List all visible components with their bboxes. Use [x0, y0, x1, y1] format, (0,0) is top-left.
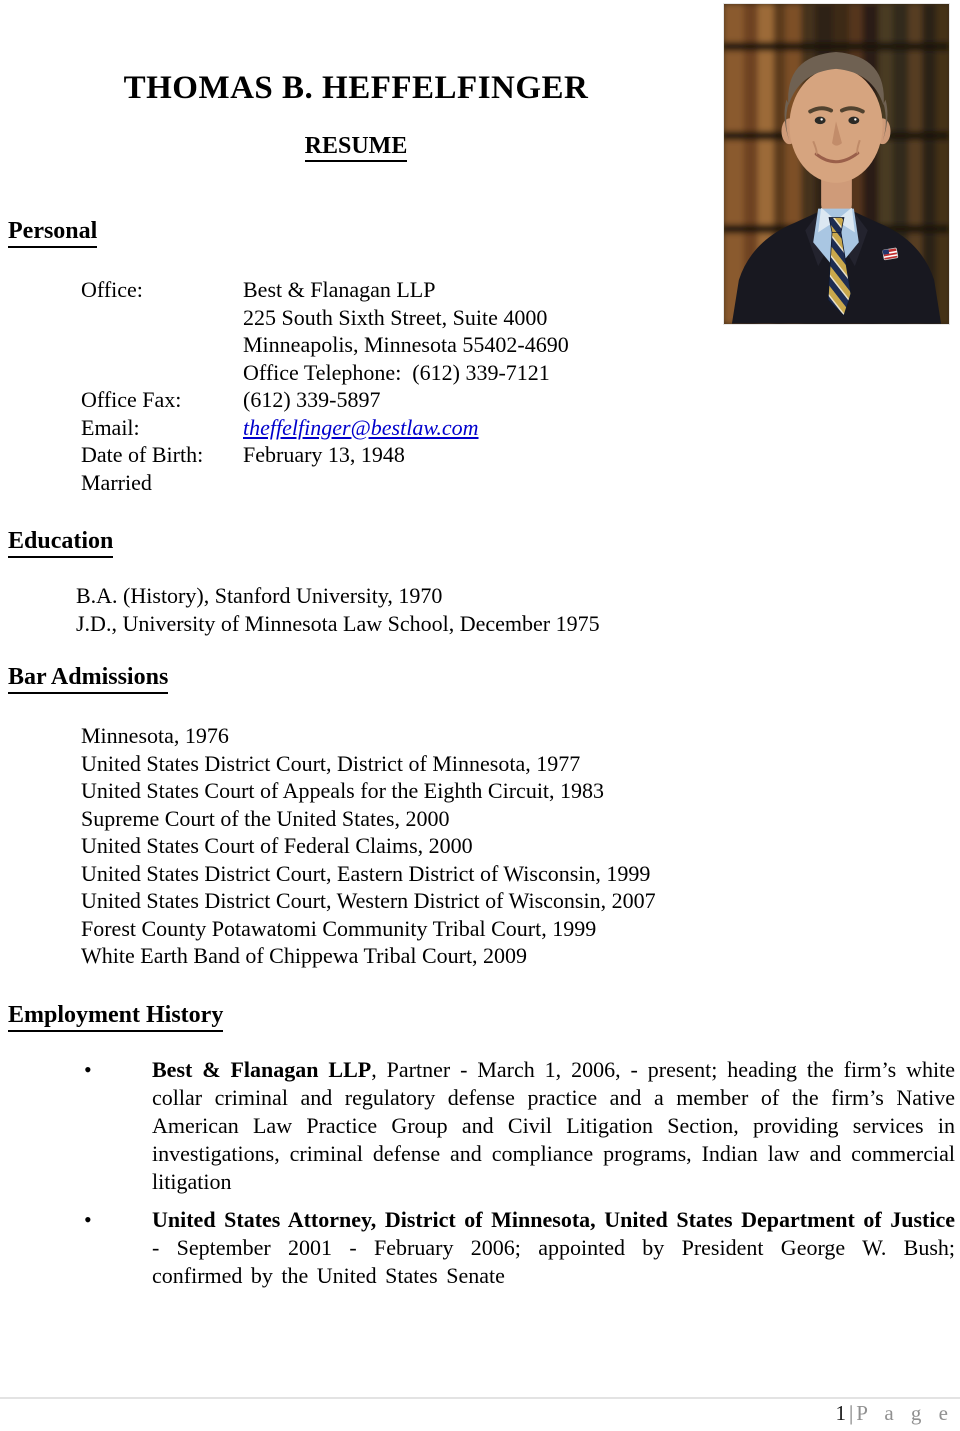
footer: [835, 1401, 954, 1426]
education-list: [76, 582, 600, 637]
personal-row-email: [0, 414, 712, 442]
personal-info-block: [0, 276, 712, 496]
personal-value: (612) 339-5897: [243, 387, 381, 412]
bar-admission-item: United States Court of Federal Claims, 2000: [81, 833, 473, 858]
footer-page-number: 1: [835, 1401, 846, 1425]
bullet-icon: •: [84, 1057, 92, 1082]
personal-row-office: [0, 276, 712, 304]
footer-divider: [0, 1397, 960, 1399]
personal-label: Date of Birth:: [81, 442, 204, 467]
personal-row-fax: [0, 386, 712, 414]
resume-subtitle: RESUME: [305, 133, 408, 162]
section-heading-education: Education: [8, 528, 113, 558]
employment-item-employer: United States Attorney, District of Minnesota, United States Department of Justice: [152, 1207, 955, 1232]
bar-admission-item: United States Court of Appeals for the Eighth Circuit, 1983: [81, 778, 605, 803]
footer-page-label: P a g e: [856, 1401, 954, 1425]
section-heading-bar-admissions: Bar Admissions: [8, 664, 168, 694]
employment-item-employer: Best & Flanagan LLP: [152, 1057, 372, 1082]
personal-row-dob: [0, 441, 712, 469]
education-item: J.D., University of Minnesota Law School, December 1975: [76, 610, 600, 636]
bullet-icon: •: [84, 1207, 92, 1232]
personal-value: February 13, 1948: [243, 442, 405, 467]
education-item: B.A. (History), Stanford University, 1970: [76, 583, 443, 608]
personal-value: Minneapolis, Minnesota 55402-4690: [243, 332, 569, 357]
personal-label: Office Fax:: [81, 387, 182, 412]
personal-row-married: [0, 469, 712, 497]
personal-label: Married: [81, 469, 152, 495]
bar-admission-item: Minnesota, 1976: [81, 723, 229, 748]
personal-value: Office Telephone: (612) 339-7121: [243, 359, 550, 385]
personal-label: Office:: [81, 277, 143, 302]
personal-value: 225 South Sixth Street, Suite 4000: [243, 304, 548, 330]
section-heading-personal: Personal: [8, 218, 97, 248]
bar-admission-item: Forest County Potawatomi Community Tribal Court, 1999: [81, 915, 597, 941]
bar-admission-item: Supreme Court of the United States, 2000: [81, 805, 450, 831]
personal-row-address1: [0, 304, 712, 332]
employment-item-description: , Partner - March 1, 2006, - present; heading the firm’s white collar criminal and regulatory defense practice and a member of the firm’s Native American Law Practice Group and Civil Litigation Section, providing services in investigations, criminal defense and compliance programs, Indian law and commercial litigation: [152, 1057, 955, 1194]
personal-value: Best & Flanagan LLP: [243, 277, 436, 302]
section-heading-employment-history: Employment History: [8, 1002, 223, 1032]
bar-admissions-list: [81, 722, 656, 970]
flag-lapel-pin: [883, 248, 898, 260]
bar-admission-item: White Earth Band of Chippewa Tribal Court, 2009: [81, 943, 528, 968]
bar-admission-item: United States District Court, District of Minnesota, 1977: [81, 750, 581, 776]
portrait-photo: [723, 3, 950, 325]
bar-admission-item: United States District Court, Eastern District of Wisconsin, 1999: [81, 860, 651, 886]
employment-item-description: - September 2001 - February 2006; appointed by President George W. Bush; confirmed by the United States Senate: [152, 1235, 955, 1288]
personal-row-telephone: [0, 359, 712, 387]
footer-separator: |: [848, 1401, 854, 1425]
portrait-photo-illustration: [724, 4, 949, 324]
employment-item-best-flanagan: [84, 1056, 955, 1196]
bar-admission-item: United States District Court, Western District of Wisconsin, 2007: [81, 888, 656, 913]
personal-row-address2: [0, 331, 712, 359]
personal-label: Email:: [81, 414, 140, 440]
employment-item-us-attorney: [84, 1206, 955, 1290]
email-link[interactable]: theffelfinger@bestlaw.com: [243, 414, 479, 440]
resume-name-title: THOMAS B. HEFFELFINGER: [123, 70, 589, 106]
